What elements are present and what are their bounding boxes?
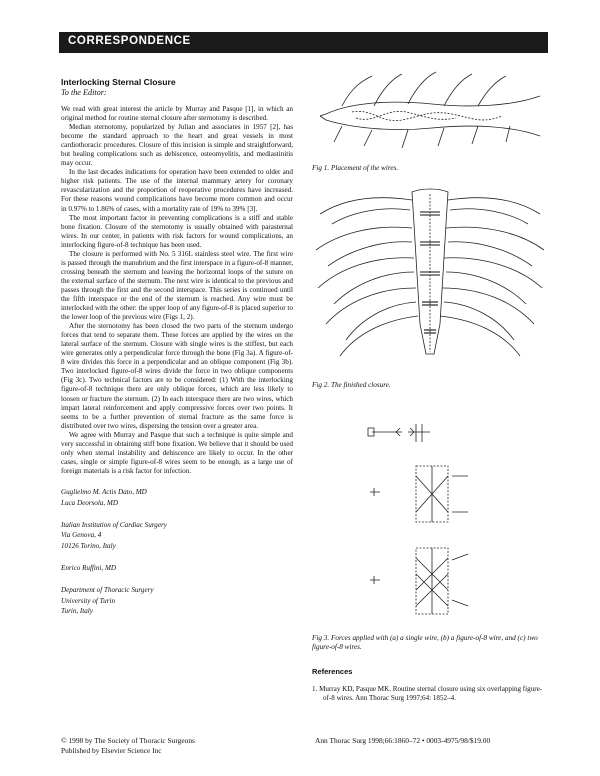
paragraph: Median sternotomy, popularized by Julian and associates in 1957 [2], has become the standard approach to the heart and great vessels in most cardiothoracic procedures. Closure of this incision is simple and straightforward, but healing complications such as dehiscence, osteomyelitis, and mediastinitis may occur. [61, 123, 293, 168]
figure-3-caption: Fig 3. Forces applied with (a) a single wire, (b) a figure-of-8 wire, and (c) two figure-of-8 wires. [312, 634, 538, 651]
affiliation-line: Turin, Italy [61, 607, 93, 616]
footer-right [315, 736, 490, 746]
paragraph: We read with great interest the article by Murray and Pasque [1], in which an original method for routine sternal closure after sternotomy is described. [61, 105, 293, 123]
affiliation-line: Italian Institution of Cardiac Surgery [61, 520, 167, 529]
section-banner-label: CORRESPONDENCE [68, 35, 191, 47]
author-affiliation [61, 520, 293, 552]
paragraph: In the last decades indications for operation have been extended to older and higher risk patients. The use of the internal mammary artery for coronary revascularization and the proportion of reoperative procedures have increased. For these reasons wound complications have become more common and occur in 0.97% to 1.86% of cases, with a mortality rate of 19% to 39% [3]. [61, 168, 293, 213]
references-list [312, 685, 548, 703]
article-body [61, 105, 293, 476]
author-name: Luca Deorsola, MD [61, 498, 118, 507]
article-column [61, 77, 293, 617]
copyright: © 1998 by The Society of Thoracic Surgeons [61, 736, 195, 745]
author-names [61, 563, 293, 574]
author-affiliation [61, 585, 293, 617]
paragraph: The most important factor in preventing complications is a stiff and stable bone fixation. Closure of the sternotomy is usually obtained with parasternal wires. In our center, in patients with risk factors for wound complications, an interlocking figure-of-8 technique has been used. [61, 213, 293, 249]
footer-left [61, 736, 195, 755]
publisher: Published by Elsevier Science Inc [61, 745, 162, 755]
figure-2 [312, 184, 548, 374]
section-banner [59, 32, 548, 53]
figure-2-caption: Fig 2. The finished closure. [312, 381, 391, 389]
reference-item: 1. Murray KD, Pasque MK. Routine sternal closure using six overlapping figure-of-8 wires. Ann Thorac Surg 1997;64: 1852–4. [312, 685, 543, 703]
paragraph: We agree with Murray and Pasque that such a technique is quite simple and very successful in obtaining stiff bone fixation. We believe that it should be used only when sternal instability and dehiscence are likely to occur. In the other cases, single or simple figure-of-8 wires seem to be enough, as a large use of foreign materials is a risk factor for infection. [61, 430, 293, 475]
article-title: Interlocking Sternal Closure [61, 77, 176, 87]
paragraph: After the sternotomy has been closed the two parts of the sternum undergo forces that tend to separate them. These forces are applied by the wires on the lateral surface of the sternum. Closure with single wires is the stiffest, but each wire generates only a perpendicular force through the bone (Fig 3a). A figure-of-8 wire divides this force in a perpendicular and an oblique component (Fig 3b). Two interlocked figure-of-8 wires divide the force in two oblique components (Fig 3c). Two technical factors are to be considered: (1) With the interlocking figure-of-8 technique there are only oblique forces, which are less likely to loosen or fracture the sternum. (2) In each interspace there are two wires, which impart lateral reinforcement and apply compressive forces over two points. It seems to be a further prevention of sternal fracture as the same force is distributed over two wires, dispersing the tension over a greater area. [61, 322, 293, 430]
figure-1-caption: Fig 1. Placement of the wires. [312, 164, 399, 172]
journal-citation: Ann Thorac Surg 1998;66:1860–72 • 0003-4975/98/$19.00 [315, 736, 491, 745]
references-heading: References [312, 667, 353, 676]
figure-1-drawing [312, 66, 548, 152]
affiliation-line: 10126 Torino, Italy [61, 542, 116, 551]
affiliation-line: Via Genova, 4 [61, 531, 102, 540]
figure-1 [312, 66, 548, 152]
author-name: Enrico Ruffini, MD [61, 563, 116, 572]
figure-3 [312, 420, 548, 630]
author-name: Guglielmo M. Actis Dato, MD [61, 487, 147, 496]
author-names [61, 487, 293, 509]
figure-3-drawing [312, 420, 548, 630]
article-salutation: To the Editor: [61, 88, 107, 97]
affiliation-line: Department of Thoracic Surgery [61, 585, 154, 594]
paragraph: The closure is performed with No. 5 316L stainless steel wire. The first wire is passed through the manubrium and the first interspace in a figure-of-8 manner, crossing beneath the sternum and leaving the horizontal loops of the suture on the external surface of the sternum. The next wire is identical to the previous and passes through the first and the second interspace. This series is continued until the fifth interspace or the end of the sternum is reached. Any wire must be interlocked with the other: the upper loop of any figure-of-8 is placed superior to the lower loop of the previous wire (Figs 1, 2). [61, 249, 293, 322]
figure-2-drawing [312, 184, 548, 374]
affiliation-line: University of Turin [61, 596, 115, 605]
